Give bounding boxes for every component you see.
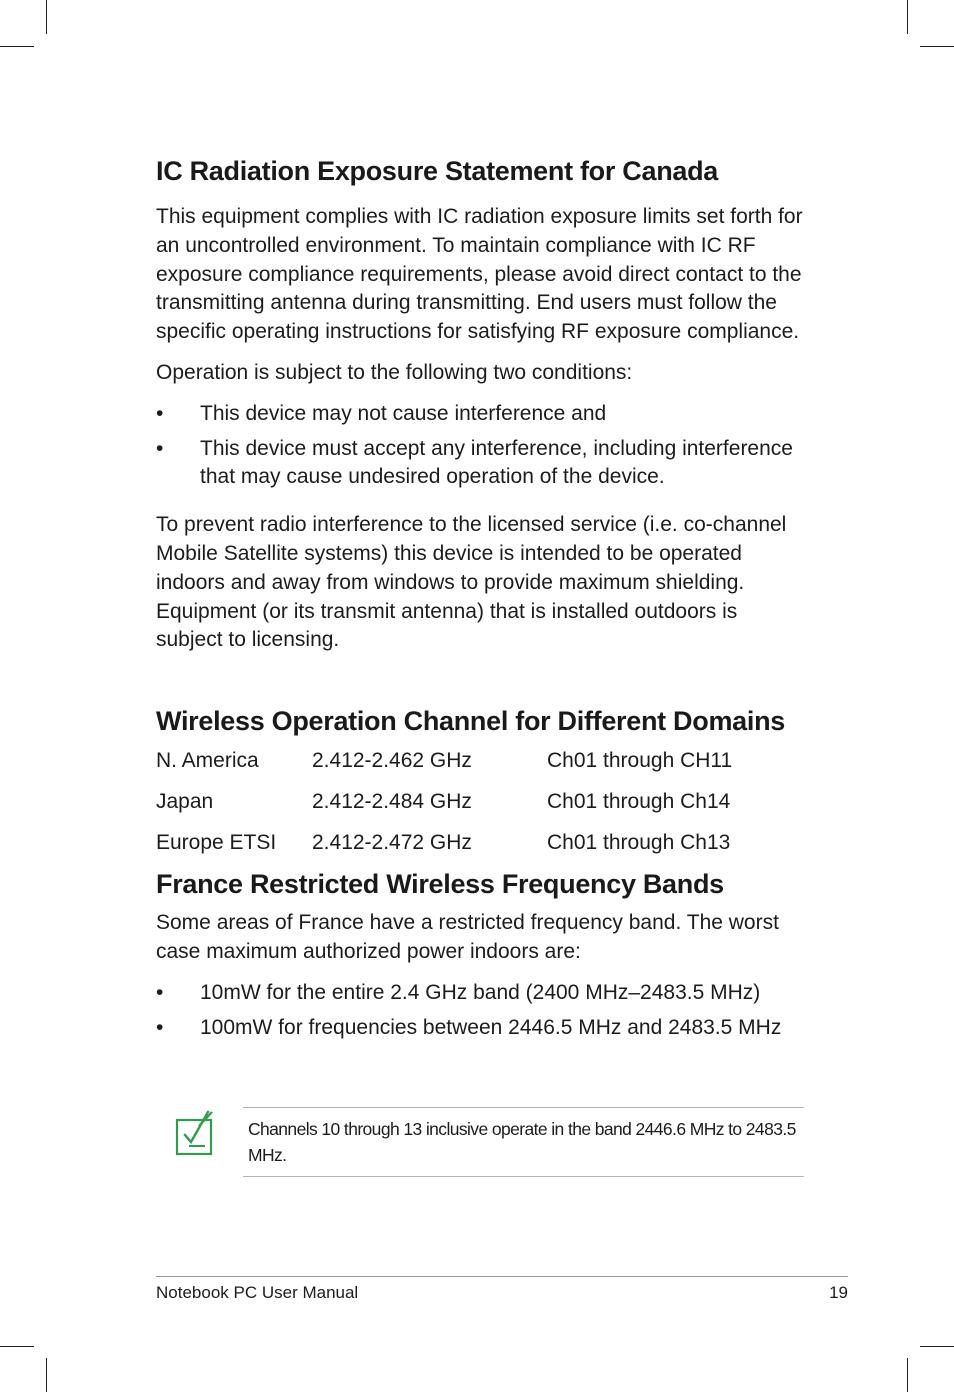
list-item — [156, 1014, 806, 1043]
france-bands-list — [156, 979, 806, 1043]
channels-cell: Ch01 through Ch14 — [547, 790, 731, 814]
region-cell: Europe ETSI — [156, 831, 277, 855]
page-content — [156, 152, 806, 1042]
bullet-icon: • — [156, 980, 164, 1004]
ic-section-title: IC Radiation Exposure Statement for Canada — [156, 156, 719, 186]
page-number: 19 — [829, 1283, 848, 1302]
channels-cell: Ch01 through CH11 — [547, 749, 733, 773]
france-paragraph: Some areas of France have a restricted frequency band. The worst case maximum authorized power indoors are: — [156, 911, 779, 963]
frequency-cell: 2.412-2.484 GHz — [312, 790, 472, 814]
list-item-text: This device may not cause interference and — [200, 401, 607, 425]
crop-mark — [920, 46, 954, 47]
region-cell: N. America — [156, 749, 259, 773]
crop-mark — [0, 1346, 34, 1347]
note-text: Channels 10 through 13 inclusive operate in the band 2446.6 MHz to 2483.5 MHz. — [248, 1119, 796, 1165]
region-cell: Japan — [156, 790, 214, 814]
footer-manual-title: Notebook PC User Manual — [156, 1283, 359, 1302]
list-item — [156, 979, 806, 1008]
france-section-title: France Restricted Wireless Frequency Bands — [156, 869, 724, 900]
list-item-text: This device must accept any interference, including interference that may cause undesired operation of the device. — [200, 436, 793, 489]
frequency-cell: 2.412-2.472 GHz — [312, 831, 472, 855]
ic-licensing-paragraph: To prevent radio interference to the licensed service (i.e. co-channel Mobile Satellite systems) this device is intended to be operated indoors and away from windows to provide maximum shielding. Equipment (or its transmit antenna) that is installed outdoors is subject to licensing. — [156, 513, 787, 652]
footer-divider — [156, 1276, 848, 1277]
note-box — [243, 1107, 804, 1177]
ic-conditions-intro: Operation is subject to the following two conditions: — [156, 360, 633, 384]
crop-mark — [920, 1346, 954, 1347]
note-pencil-icon — [175, 1108, 215, 1156]
table-row — [156, 787, 806, 816]
list-item-text: 10mW for the entire 2.4 GHz band (2400 MHz–2483.5 MHz) — [200, 980, 761, 1004]
bullet-icon: • — [156, 1015, 164, 1039]
wireless-section-title: Wireless Operation Channel for Different Domains — [156, 706, 785, 737]
crop-mark — [46, 1358, 47, 1392]
crop-mark — [46, 0, 47, 34]
list-item — [156, 400, 806, 429]
bullet-icon: • — [156, 401, 164, 425]
ic-conditions-list — [156, 400, 806, 492]
frequency-cell: 2.412-2.462 GHz — [312, 749, 472, 773]
crop-mark — [0, 46, 34, 47]
table-row — [156, 828, 806, 857]
ic-paragraph: This equipment complies with IC radiation exposure limits set forth for an uncontrolled environment. To maintain compliance with IC RF exposure compliance requirements, please avoid direct contact to the transmitting antenna during transmitting. End users must follow the specific operating instructions for satisfying RF exposure compliance. — [156, 205, 803, 344]
frequency-table — [156, 746, 806, 866]
list-item — [156, 435, 806, 493]
crop-mark — [907, 0, 908, 34]
bullet-icon: • — [156, 436, 164, 460]
table-row — [156, 746, 806, 775]
crop-mark — [907, 1358, 908, 1392]
list-item-text: 100mW for frequencies between 2446.5 MHz and 2483.5 MHz — [200, 1015, 782, 1039]
channels-cell: Ch01 through Ch13 — [547, 831, 731, 855]
